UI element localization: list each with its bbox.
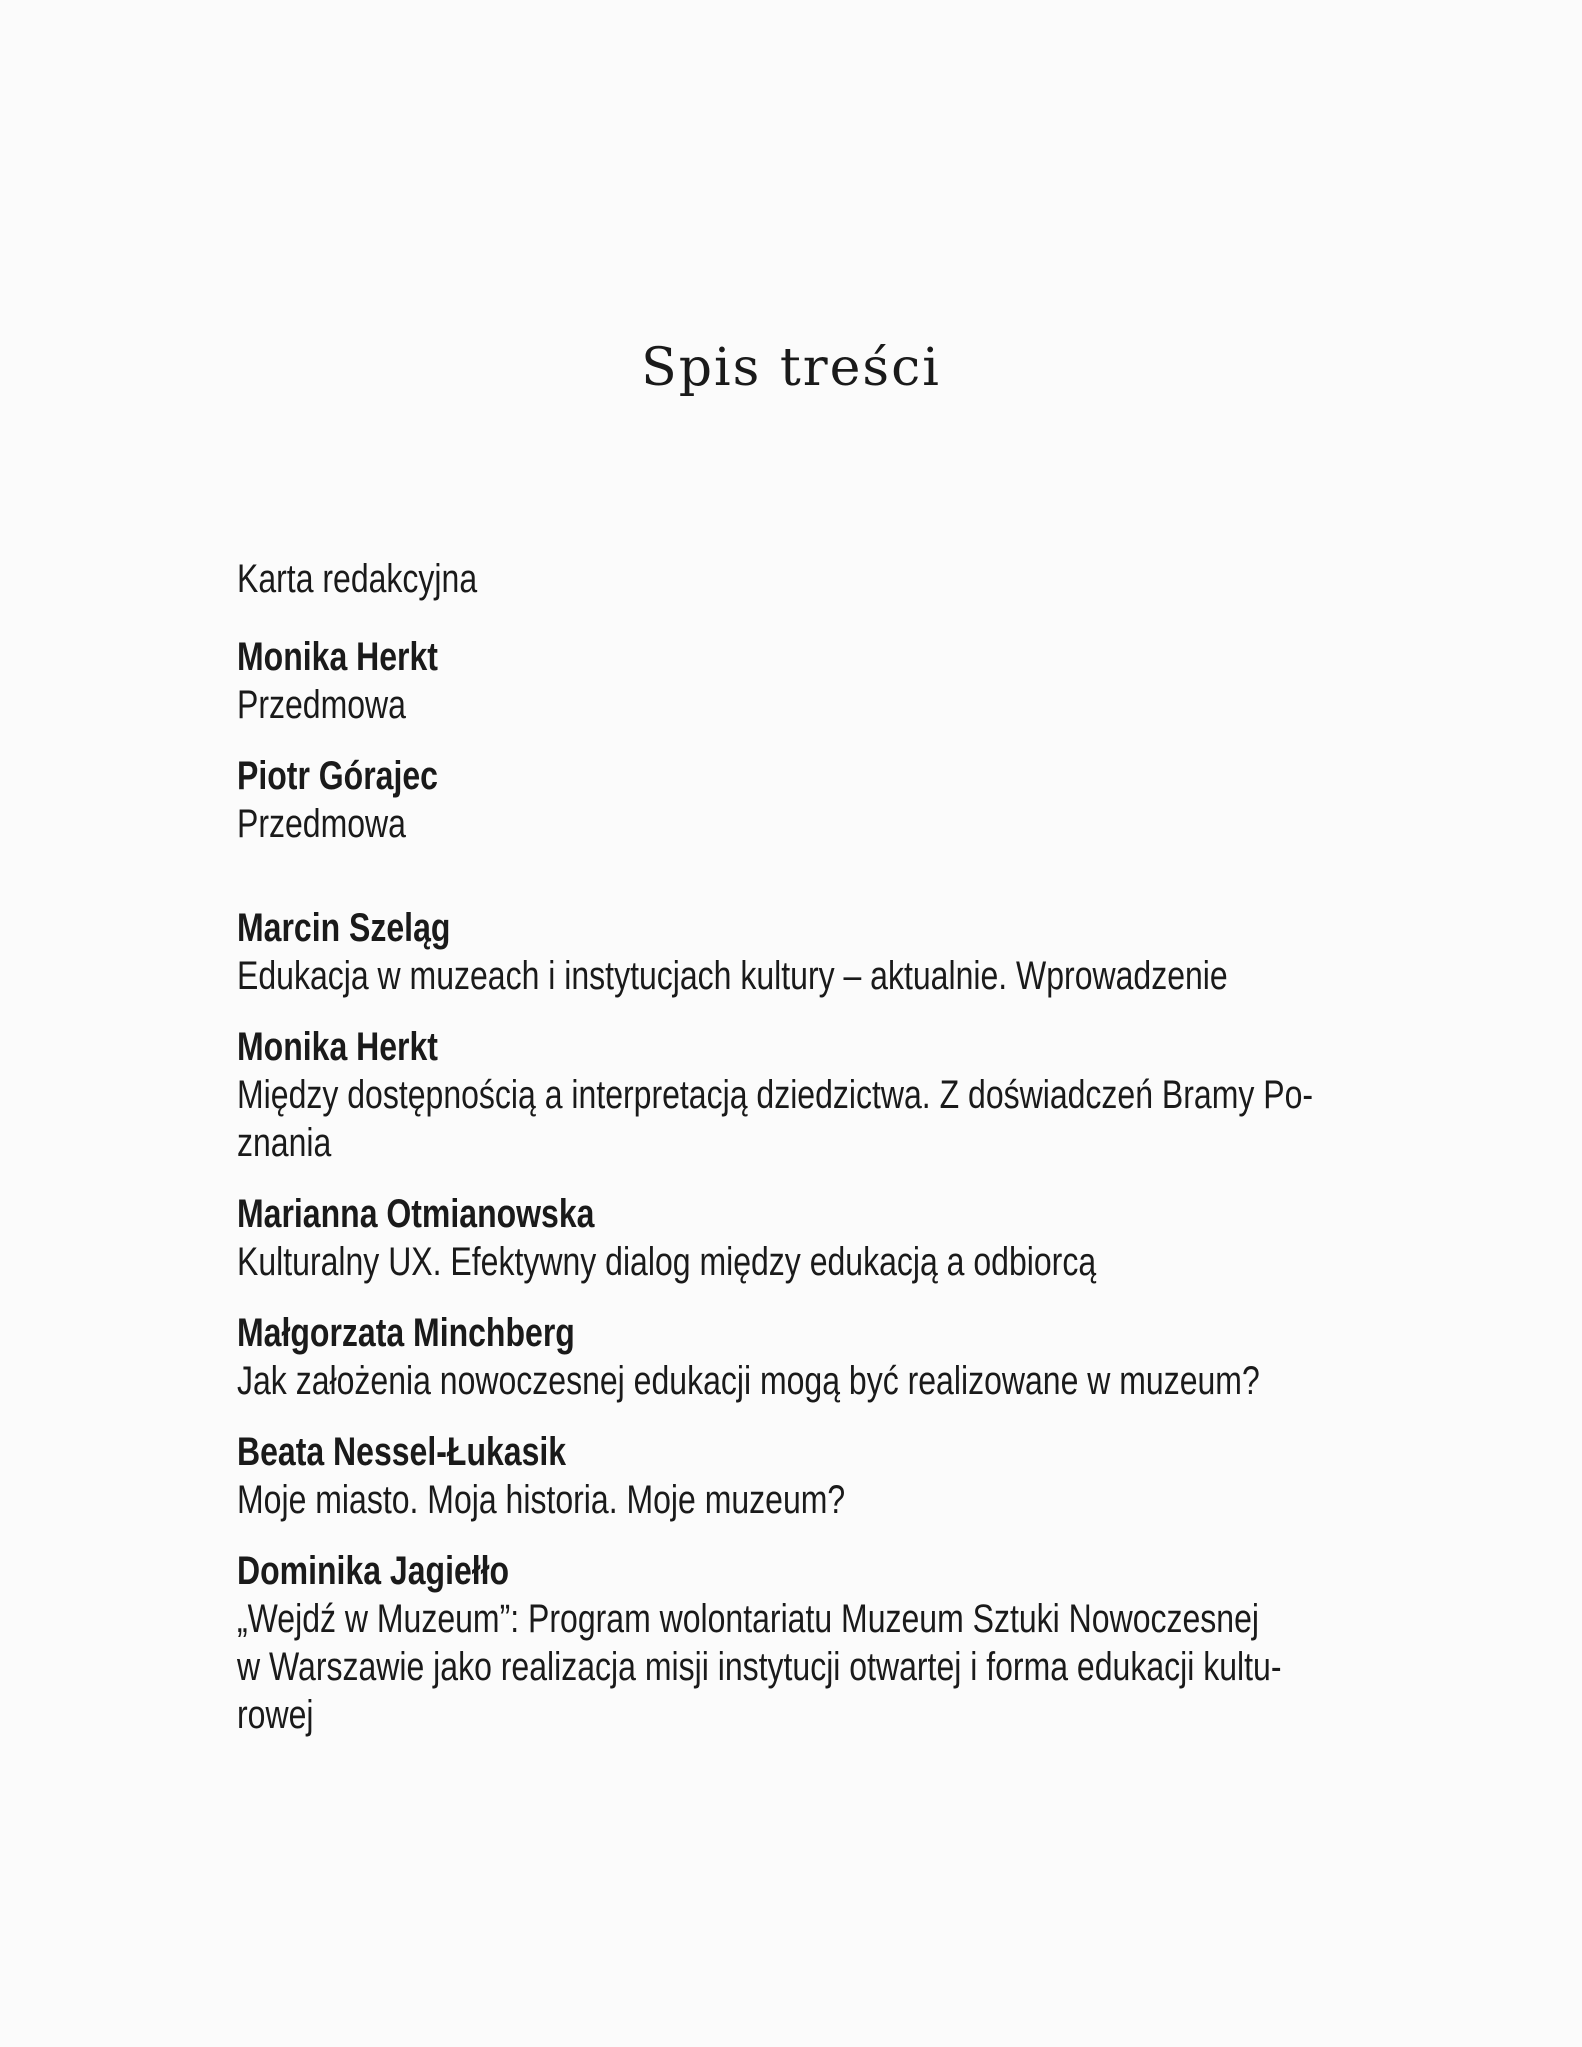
toc-entries	[237, 633, 1342, 1739]
toc-entry-author: Monika Herkt	[237, 635, 438, 679]
toc-entry-title-line: znania	[237, 1121, 332, 1165]
toc-entry-author: Małgorzata Minchberg	[237, 1311, 575, 1355]
toc-entry	[237, 633, 1342, 729]
toc-entry	[237, 1428, 1342, 1524]
toc-entry	[237, 1023, 1342, 1167]
toc-entry	[237, 752, 1342, 848]
toc-entry	[237, 1309, 1342, 1405]
toc-entry-title-line: Przedmowa	[237, 802, 406, 846]
toc-front-matter: Karta redakcyjna	[237, 557, 478, 601]
toc-entry-author: Marianna Otmianowska	[237, 1192, 595, 1236]
page-title: Spis treści	[641, 338, 941, 398]
toc-entry-author: Beata Nessel-Łukasik	[237, 1430, 567, 1474]
toc-entry-title-line: Kulturalny UX. Efektywny dialog między edukacją a odbiorcą	[237, 1240, 1097, 1284]
toc-entry-author: Piotr Górajec	[237, 754, 438, 798]
toc-entry-title-line: Jak założenia nowoczesnej edukacji mogą być realizowane w muzeum?	[237, 1359, 1260, 1403]
toc-entry-title-line: Między dostępnością a interpretacją dziedzictwa. Z doświadczeń Bramy Po-	[237, 1073, 1314, 1117]
toc-entry-author: Marcin Szeląg	[237, 906, 451, 950]
toc-entry-title-line: Przedmowa	[237, 683, 406, 727]
toc-entry	[237, 1547, 1342, 1739]
toc-entry-title-line: w Warszawie jako realizacja misji instytucji otwartej i forma edukacji kultu-	[237, 1645, 1282, 1689]
toc-entry-title-line: Edukacja w muzeach i instytucjach kultury – aktualnie. Wprowadzenie	[237, 954, 1228, 998]
toc-entry-title-line: Moje miasto. Moja historia. Moje muzeum?	[237, 1478, 846, 1522]
toc-entry-title-line: „Wejdź w Muzeum”: Program wolontariatu Muzeum Sztuki Nowoczesnej	[237, 1597, 1259, 1641]
toc-entry-author: Monika Herkt	[237, 1025, 438, 1069]
toc-entry-title-line: rowej	[237, 1693, 314, 1737]
toc-entry	[237, 904, 1342, 1000]
toc-entry-author: Dominika Jagiełło	[237, 1549, 510, 1593]
table-of-contents	[237, 555, 1342, 1739]
toc-entry	[237, 1190, 1342, 1286]
